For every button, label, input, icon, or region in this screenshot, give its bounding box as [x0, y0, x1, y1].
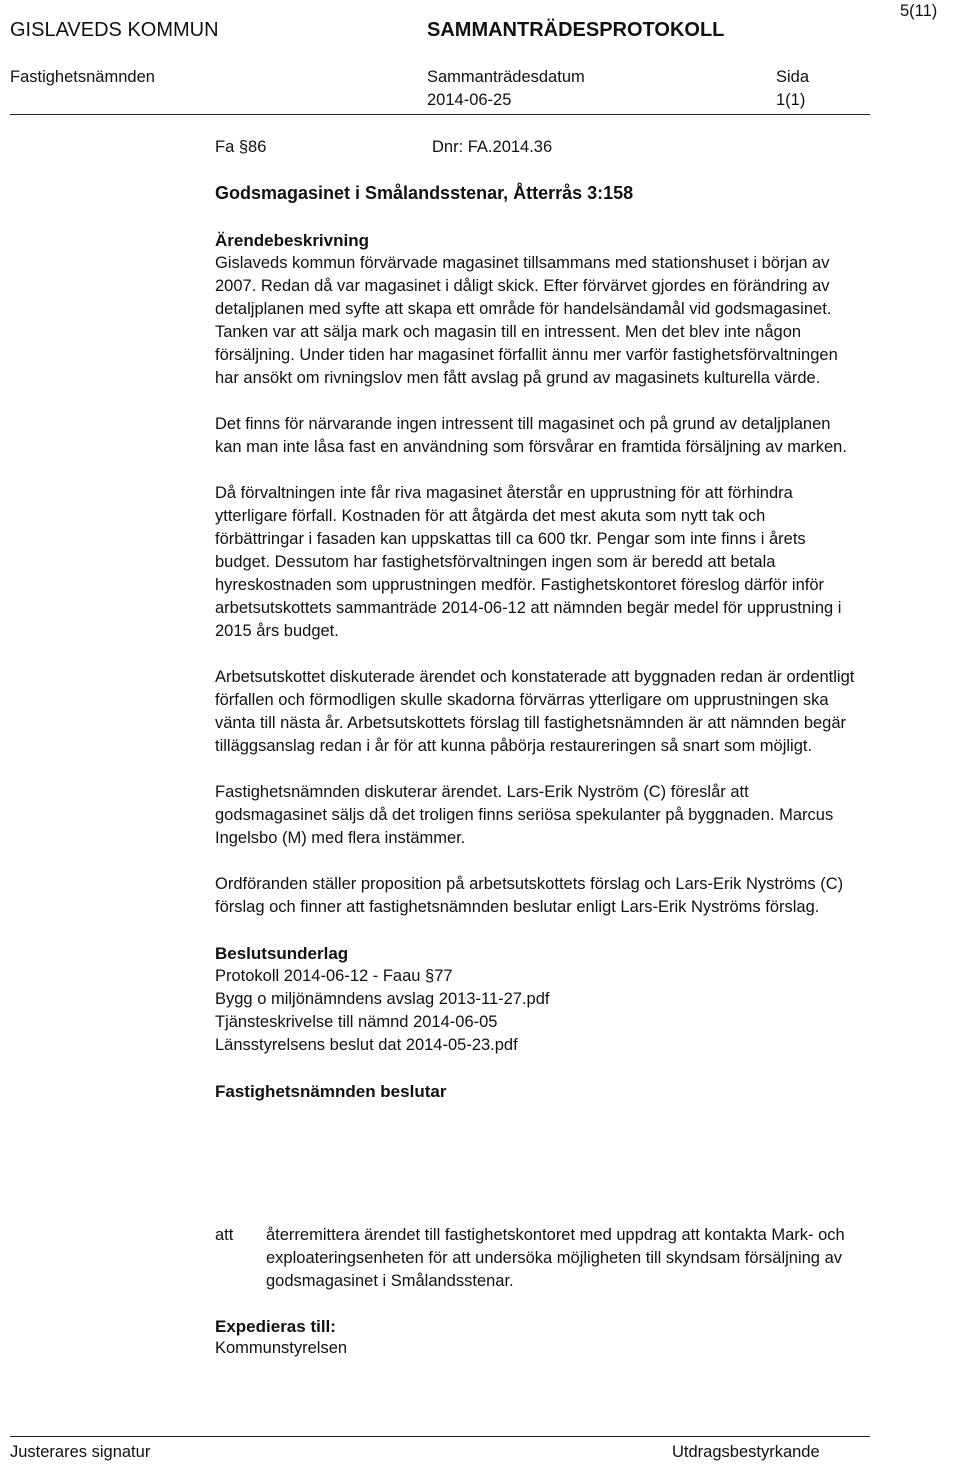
footer-divider — [10, 1436, 870, 1437]
description-paragraph: Fastighetsnämnden diskuterar ärendet. Lars-Erik Nyström (C) föreslår att godsmagasinet säljs då det troligen finns seriösa spekulanter på byggnaden. Marcus Ingelsbo (M) med flera instämmer. — [215, 783, 834, 847]
basis-item: Protokoll 2014-06-12 - Faau §77 — [215, 967, 453, 985]
case-title: Godsmagasinet i Smålandsstenar, Åtterrås 3:158 — [215, 183, 634, 203]
distribution-heading: Expedieras till: — [215, 1317, 336, 1336]
page-number: 5(11) — [900, 2, 938, 20]
case-description — [215, 229, 855, 1126]
description-paragraph: Arbetsutskottet diskuterade ärendet och konstaterade att byggnaden redan är ordentligt förfallen och förmodligen skulle skadorna förvärras ytterligare om upprustningen ska vänta till nästa år. Arbetsutskottets förslag till fastighetsnämnden är att nämnden begär tilläggsanslag redan i år för att kunna påbörja restaureringen så snart som möjligt. — [215, 668, 855, 755]
decision-heading: Fastighetsnämnden beslutar — [215, 1082, 447, 1101]
basis-item: Tjänsteskrivelse till nämnd 2014-06-05 — [215, 1013, 498, 1031]
municipality-name: GISLAVEDS KOMMUN — [10, 19, 219, 41]
committee-name: Fastighetsnämnden — [10, 68, 155, 86]
case-number: Dnr: FA.2014.36 — [432, 138, 553, 156]
header-divider — [10, 114, 870, 115]
decision-marker: att — [215, 1226, 234, 1244]
extract-certification-label: Utdragsbestyrkande — [672, 1443, 820, 1461]
basis-list — [215, 965, 855, 1057]
description-paragraph: Ordföranden ställer proposition på arbetsutskottets förslag och Lars-Erik Nyströms (C) förslag och finner att fastighetsnämnden beslutar enligt Lars-Erik Nyströms förslag. — [215, 875, 844, 916]
description-paragraph: Då förvaltningen inte får riva magasinet återstår en upprustning för att förhindra ytterligare förfall. Kostnaden för att åtgärda det mest akuta som nytt tak och förbättringar i fasaden kan uppskattas till ca 600 tkr. Pengar som inte finns i årets budget. Dessutom har fastighetsförvaltningen ingen som är beredd att betala hyreskostnaden som upprustningen medför. Fastighetskontoret föreslog därför inför arbetsutskottets sammanträde 2014-06-12 att nämnden begär medel för upprustning i 2015 års budget. — [215, 484, 842, 640]
basis-heading: Beslutsunderlag — [215, 944, 349, 963]
meeting-date-label: Sammanträdesdatum — [427, 68, 585, 86]
decision-text: återremittera ärendet till fastighetskontoret med uppdrag att kontakta Mark- och exploateringsenheten för att undersöka möjligheten till skyndsam försäljning av godsmagasinet i Smålandsstenar. — [266, 1226, 845, 1290]
meeting-date: 2014-06-25 — [427, 91, 512, 109]
paragraph-reference: Fa §86 — [215, 138, 267, 156]
basis-item: Bygg o miljönämndens avslag 2013-11-27.pdf — [215, 990, 550, 1008]
document-type: SAMMANTRÄDESPROTOKOLL — [427, 19, 725, 41]
page-value: 1(1) — [776, 91, 806, 109]
page-label: Sida — [776, 68, 810, 86]
basis-item: Länsstyrelsens beslut dat 2014-05-23.pdf — [215, 1036, 518, 1054]
description-heading: Ärendebeskrivning — [215, 231, 369, 250]
distribution-recipient: Kommunstyrelsen — [215, 1339, 348, 1357]
description-paragraph: Gislaveds kommun förvärvade magasinet tillsammans med stationshuset i början av 2007. Redan då var magasinet i dåligt skick. Efter förvärvet gjordes en förändring av detaljplanen med syfte att skapa ett område för handelsändamål vid godsmagasinet. Tanken var att sälja mark och magasin till en intressent. Men det blev inte någon försäljning. Under tiden har magasinet förfallit ännu mer varför fastighetsförvaltningen har ansökt om rivningslov men fått avslag på grund av magasinets kulturella värde. — [215, 254, 838, 387]
adjuster-signature-label: Justerares signatur — [10, 1443, 151, 1461]
description-paragraph: Det finns för närvarande ingen intressent till magasinet och på grund av detaljplanen kan man inte låsa fast en användning som försvårar en framtida försäljning av marken. — [215, 415, 847, 456]
